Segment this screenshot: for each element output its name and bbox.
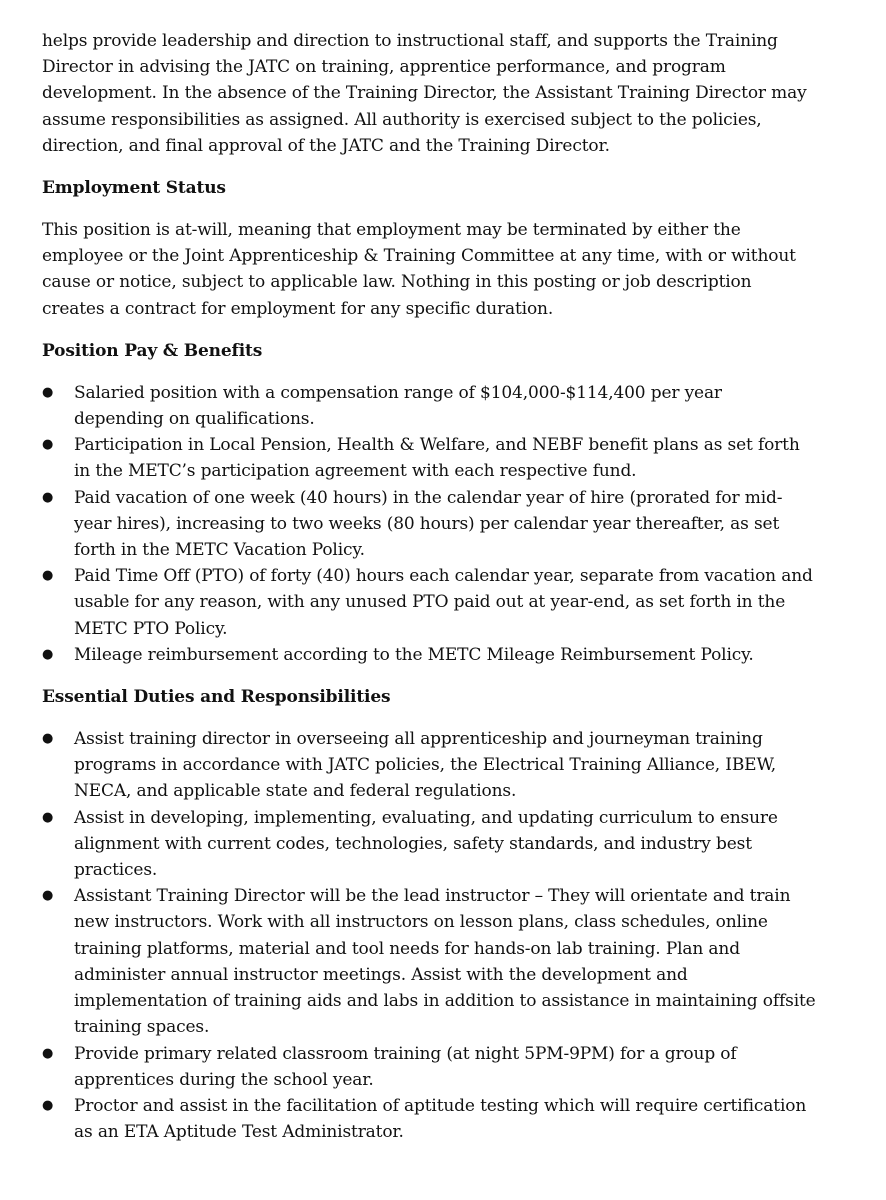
bullet-icon: ●	[42, 731, 54, 747]
list-item-text: Proctor and assist in the facilitation of aptitude testing which will require certification as an ETA Aptitude Test Administrator.	[74, 1095, 807, 1143]
list-item-text: Participation in Local Pension, Health & Welfare, and NEBF benefit plans as set forth in the METC’s participation agreement with each respective fund.	[74, 435, 800, 482]
duties-list	[42, 726, 816, 1145]
bullet-icon: ●	[42, 1045, 54, 1061]
bullet-icon: ●	[42, 437, 54, 453]
list-item	[42, 485, 816, 564]
list-item-text: Paid vacation of one week (40 hours) in the calendar year of hire (prorated for mid-year hires), increasing to two weeks (80 hours) per calendar year thereafter, as set forth in the METC Vacation Policy.	[74, 487, 783, 561]
employment-status-paragraph: This position is at-will, meaning that employment may be terminated by either the employee or the Joint Apprenticeship & Training Committee at any time, with or without cause or notice, subject to applicable law. Nothing in this posting or job description creates a contract for employment for any specific duration.	[42, 220, 796, 319]
list-item	[42, 883, 816, 1040]
intro-paragraph: helps provide leadership and direction to instructional staff, and supports the Training Director in advising the JATC on training, apprentice performance, and program development. In the absence of the Training Director, the Assistant Training Director may assume responsibilities as assigned. All authority is exercised subject to the policies, direction, and final approval of the JATC and the Training Director.	[42, 31, 807, 156]
bullet-icon: ●	[42, 489, 54, 505]
list-item	[42, 432, 816, 484]
bullet-icon: ●	[42, 568, 54, 584]
list-item	[42, 563, 816, 642]
bullet-icon: ●	[42, 646, 54, 662]
list-item-text: Provide primary related classroom training (at night 5PM-9PM) for a group of apprentices during the school year.	[74, 1043, 737, 1090]
list-item	[42, 726, 816, 805]
list-item-text: Assist training director in overseeing all apprenticeship and journeyman training programs in accordance with JATC policies, the Electrical Training Alliance, IBEW, NECA, and applicable state and federal regulations.	[74, 729, 777, 802]
list-item-text: Assistant Training Director will be the lead instructor – They will orientate and train new instructors. Work with all instructors on lesson plans, class schedules, online training platforms, material and tool needs for hands-on lab training. Plan and administer annual instructor meetings. Assist with the development and implementation of training aids and labs in addition to assistance in maintaining offsite training spaces.	[74, 886, 816, 1038]
bullet-icon: ●	[42, 809, 54, 825]
list-item-text: Assist in developing, implementing, evaluating, and updating curriculum to ensure alignment with current codes, technologies, safety standards, and industry best practices.	[74, 807, 778, 881]
list-item	[42, 805, 816, 884]
bullet-icon: ●	[42, 384, 54, 400]
list-item	[42, 380, 816, 432]
bullet-icon: ●	[42, 1097, 54, 1113]
list-item-text: Salaried position with a compensation range of $104,000-$114,400 per year depending on qualifications.	[74, 382, 722, 430]
pay-benefits-list	[42, 380, 816, 668]
pay-benefits-heading: Position Pay & Benefits	[42, 340, 263, 361]
list-item	[42, 1093, 816, 1145]
list-item	[42, 1041, 816, 1093]
duties-heading: Essential Duties and Responsibilities	[42, 687, 391, 708]
employment-status-heading: Employment Status	[42, 178, 226, 199]
list-item-text: Mileage reimbursement according to the METC Mileage Reimbursement Policy.	[74, 644, 754, 665]
bullet-icon: ●	[42, 888, 54, 904]
list-item-text: Paid Time Off (PTO) of forty (40) hours each calendar year, separate from vacation and usable for any reason, with any unused PTO paid out at year-end, as set forth in the METC PTO Policy.	[74, 566, 813, 639]
list-item	[42, 642, 816, 668]
